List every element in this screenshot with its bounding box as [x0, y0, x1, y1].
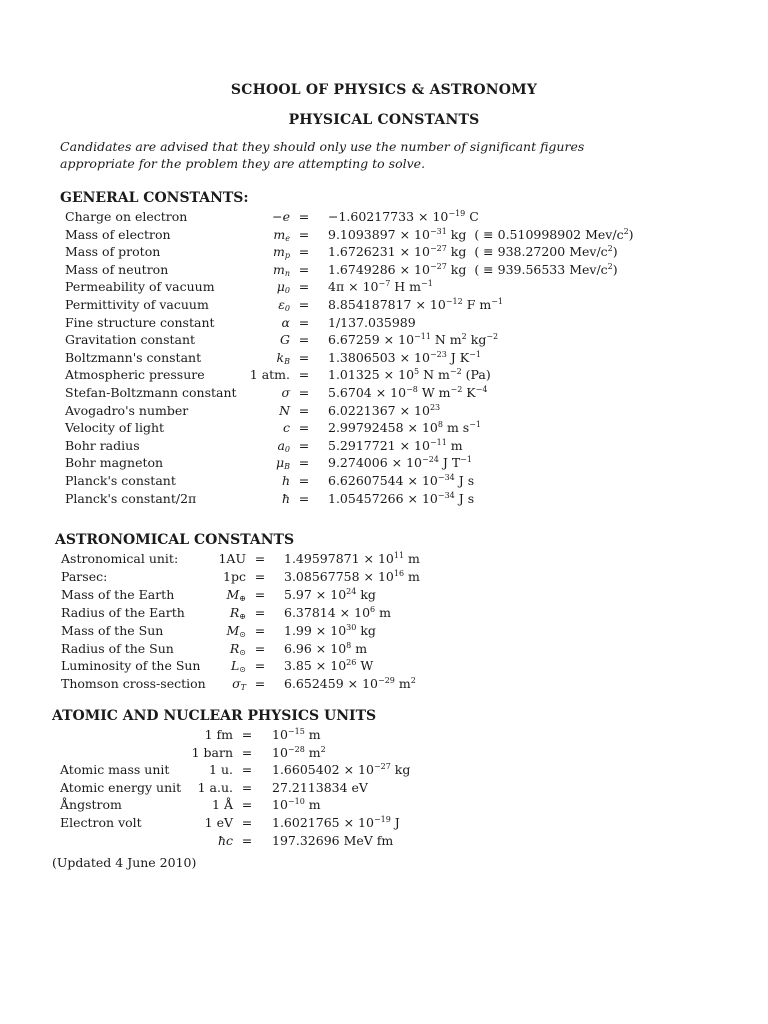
- constant-value: $8.854187817 \times 10^{-12}$ F $m^{-1}$: [328, 297, 504, 312]
- constant-label: Thomson cross-section: [61, 676, 206, 692]
- constant-row: [0, 366, 768, 384]
- constant-value: 27.2113834 eV: [272, 779, 368, 795]
- equals-sign: =: [298, 455, 310, 471]
- equals-sign: =: [298, 279, 310, 295]
- equals-sign: =: [254, 640, 266, 656]
- constant-value: $5.97 \times 10^{24}$ kg: [284, 586, 376, 602]
- constant-value: 1/137.035989: [328, 314, 416, 330]
- equals-sign: =: [241, 762, 253, 778]
- equals-sign: =: [241, 832, 253, 848]
- constant-label: Mass of electron: [65, 226, 171, 242]
- constant-label: Luminosity of the Sun: [61, 658, 201, 674]
- constant-symbol: c: [282, 420, 290, 436]
- constant-value: $1.6021765 \times 10^{-19}$ J: [272, 815, 400, 830]
- constant-label: Parsec:: [61, 568, 108, 584]
- equals-sign: =: [298, 314, 310, 330]
- constant-symbol: $R_\oplus$: [229, 604, 246, 621]
- constant-value: $3.08567758 \times 10^{16}$ m: [284, 568, 420, 584]
- constant-symbol: G: [280, 332, 290, 348]
- constant-label: Atomic energy unit: [60, 779, 182, 795]
- constant-row: [0, 349, 768, 367]
- constant-row: [0, 208, 768, 226]
- equals-sign: =: [298, 420, 310, 436]
- constant-symbol: α: [281, 314, 290, 330]
- constant-value: $5.6704 \times 10^{-8}$ W $m^{-2}$ $K^{-4}$: [328, 385, 488, 400]
- constant-symbol: $L_⊙$: [230, 658, 246, 675]
- constant-label: Charge on electron: [65, 209, 188, 224]
- constant-value: 197.32696 MeV fm: [272, 832, 394, 848]
- constant-label: Permittivity of vacuum: [65, 297, 209, 312]
- sheet-title: PHYSICAL CONSTANTS: [288, 112, 480, 128]
- constant-row: [0, 586, 768, 604]
- constant-value: $5.2917721 \times 10^{-11}$ m: [328, 437, 463, 453]
- constant-value: $1.6605402 \times 10^{-27}$ kg: [272, 762, 411, 778]
- constant-symbol: $\mu_0$: [276, 279, 290, 296]
- constant-row: [0, 226, 768, 244]
- constant-row: [0, 550, 768, 568]
- constant-symbol: 1pc: [223, 568, 246, 584]
- constant-symbol: $k_B$: [276, 349, 290, 366]
- constant-row: [0, 314, 768, 332]
- constant-symbol: $R_⊙$: [229, 640, 246, 657]
- constant-symbol: 1 atm.: [249, 367, 290, 383]
- constant-row: [0, 779, 768, 797]
- constant-label: Mass of the Sun: [61, 622, 164, 638]
- equals-sign: =: [241, 779, 253, 795]
- constant-value: $6.652459 \times 10^{-29}$ $m^2$: [284, 676, 416, 692]
- constant-row: [0, 472, 768, 490]
- constant-symbol: $m_e$: [273, 226, 290, 243]
- constant-label: Electron volt: [60, 815, 142, 830]
- constant-value: $4\pi \times 10^{-7}$ H $m^{-1}$: [328, 279, 433, 295]
- constant-value: $1.6726231 \times 10^{-27}$ kg ( ≡ 938.27200 Mev/$c^2$): [328, 244, 618, 260]
- constant-value: $6.96 \times 10^8$ m: [284, 640, 368, 656]
- constant-value: $1.6749286 \times 10^{-27}$ kg ( ≡ 939.56533 Mev/$c^2$): [328, 261, 618, 277]
- constant-symbol: 1 Å: [212, 797, 233, 813]
- constant-row: [0, 832, 768, 850]
- constant-label: Planck's constant: [65, 473, 176, 488]
- equals-sign: =: [298, 209, 310, 224]
- constant-value: $9.274006 \times 10^{-24}$ J $T^{-1}$: [328, 455, 472, 471]
- constant-symbol: 1AU: [218, 551, 246, 566]
- constant-row: [0, 384, 768, 402]
- constant-label: Permeability of vacuum: [65, 279, 215, 295]
- constant-label: Fine structure constant: [65, 314, 215, 330]
- constant-label: Radius of the Earth: [61, 604, 185, 620]
- constant-row: [0, 331, 768, 349]
- constant-symbol: 1 barn: [191, 744, 233, 760]
- constant-row: [0, 490, 768, 508]
- constant-symbol: σ: [281, 385, 290, 400]
- equals-sign: =: [298, 332, 310, 348]
- equals-sign: =: [298, 490, 310, 506]
- constant-value: $6.62607544 \times 10^{-34}$ J s: [328, 473, 475, 488]
- equals-sign: =: [254, 551, 266, 566]
- constant-symbol: $a_0$: [277, 437, 290, 454]
- constant-symbol: 1 u.: [209, 762, 233, 778]
- constant-value: $6.37814 \times 10^6$ m: [284, 604, 391, 620]
- constant-symbol: $M_⊙$: [226, 622, 246, 639]
- atomic-nuclear-heading: ATOMIC AND NUCLEAR PHYSICS UNITS: [52, 708, 377, 724]
- equals-sign: =: [254, 658, 266, 674]
- constant-row: [0, 796, 768, 814]
- constant-label: Boltzmann's constant: [65, 349, 202, 365]
- constant-value: $1.3806503 \times 10^{-23}$ J $K^{-1}$: [328, 349, 481, 365]
- constant-label: Gravitation constant: [65, 332, 196, 348]
- constant-symbol: $\sigma_T$: [232, 676, 246, 693]
- constant-label: Mass of proton: [65, 244, 161, 260]
- equals-sign: =: [254, 604, 266, 620]
- equals-sign: =: [254, 676, 266, 692]
- constant-row: [0, 419, 768, 437]
- constant-row: [0, 402, 768, 420]
- equals-sign: =: [298, 297, 310, 312]
- constant-value: $2.99792458 \times 10^8$ m $s^{-1}$: [328, 420, 481, 436]
- constant-row: [0, 568, 768, 586]
- constant-row: [0, 814, 768, 832]
- general-constants-heading: GENERAL CONSTANTS:: [60, 190, 249, 206]
- constant-symbol: $m_p$: [273, 244, 290, 261]
- constant-value: $10^{-15}$ m: [272, 727, 321, 742]
- equals-sign: =: [298, 226, 310, 242]
- constant-row: [0, 726, 768, 744]
- astronomical-constants-heading: ASTRONOMICAL CONSTANTS: [55, 532, 295, 548]
- constant-symbol: 1 a.u.: [197, 779, 233, 795]
- equals-sign: =: [298, 437, 310, 453]
- constant-row: [0, 243, 768, 261]
- constant-label: Avogadro's number: [65, 402, 189, 418]
- equals-sign: =: [254, 586, 266, 602]
- constant-row: [0, 761, 768, 779]
- constant-row: [0, 622, 768, 640]
- equals-sign: =: [298, 473, 310, 488]
- constant-label: Atomic mass unit: [60, 762, 170, 778]
- constant-value: $1.05457266 \times 10^{-34}$ J s: [328, 490, 475, 506]
- constant-symbol: $\varepsilon_0$: [278, 297, 290, 313]
- constant-value: $1.49597871 \times 10^{11}$ m: [284, 551, 420, 566]
- constant-symbol: 1 fm: [204, 727, 233, 742]
- constant-value: $9.1093897 \times 10^{-31}$ kg ( ≡ 0.510998902 Mev/$c^2$): [328, 226, 634, 242]
- constant-row: [0, 454, 768, 472]
- constant-row: [0, 261, 768, 279]
- constant-symbol: −e: [272, 209, 290, 224]
- constant-symbol: ħc: [217, 832, 233, 848]
- equals-sign: =: [298, 402, 310, 418]
- constant-symbol: ħ: [281, 490, 290, 506]
- constant-label: Atmospheric pressure: [65, 367, 205, 383]
- constant-value: $1.99 \times 10^{30}$ kg: [284, 622, 376, 638]
- constant-symbol: h: [281, 473, 290, 488]
- constant-value: $10^{-28}$ $m^2$: [272, 744, 326, 760]
- constant-row: [0, 437, 768, 455]
- constant-row: [0, 744, 768, 762]
- constant-symbol: $m_n$: [272, 261, 290, 278]
- constant-label: Mass of the Earth: [61, 586, 175, 602]
- constant-value: $3.85 \times 10^{26}$ W: [284, 658, 374, 674]
- constant-label: Radius of the Sun: [61, 640, 174, 656]
- equals-sign: =: [298, 349, 310, 365]
- constant-value: $6.67259 \times 10^{-11}$ N $m^2$ $kg^{-2}$: [328, 332, 499, 348]
- constant-value: $-1.60217733 \times 10^{-19}$ C: [328, 209, 479, 224]
- constant-value: $6.0221367 \times 10^{23}$: [328, 402, 441, 418]
- equals-sign: =: [241, 727, 253, 742]
- constant-label: Bohr magneton: [65, 455, 164, 471]
- constant-symbol: $\mu_B$: [275, 455, 290, 472]
- equals-sign: =: [298, 261, 310, 277]
- equals-sign: =: [254, 568, 266, 584]
- constant-value: $1.01325 \times 10^5$ N $m^{-2}$ (Pa): [328, 367, 491, 383]
- constant-symbol: N: [279, 402, 290, 418]
- equals-sign: =: [254, 622, 266, 638]
- constant-row: [0, 296, 768, 314]
- constant-row: [0, 604, 768, 622]
- constant-row: [0, 675, 768, 693]
- constant-row: [0, 640, 768, 658]
- constant-label: Stefan-Boltzmann constant: [65, 385, 237, 400]
- constant-label: Astronomical unit:: [61, 551, 179, 566]
- equals-sign: =: [241, 744, 253, 760]
- constant-row: [0, 278, 768, 296]
- constant-label: Velocity of light: [65, 420, 165, 436]
- equals-sign: =: [298, 367, 310, 383]
- constant-symbol: 1 eV: [204, 815, 233, 830]
- school-heading: SCHOOL OF PHYSICS & ASTRONOMY: [230, 82, 538, 98]
- equals-sign: =: [298, 244, 310, 260]
- constant-label: Bohr radius: [65, 437, 140, 453]
- constant-row: [0, 657, 768, 675]
- equals-sign: =: [298, 385, 310, 400]
- constant-label: Mass of neutron: [65, 261, 169, 277]
- constant-label: Planck's constant/2π: [65, 490, 197, 506]
- constant-symbol: $M_\oplus$: [226, 586, 246, 603]
- constant-label: Ångstrom: [60, 797, 122, 813]
- equals-sign: =: [241, 797, 253, 813]
- constant-value: $10^{-10}$ m: [272, 797, 321, 813]
- equals-sign: =: [241, 815, 253, 830]
- intro-note: Candidates are advised that they should only use the number of significant figures appropriate for the problem they are attempting to solve.: [60, 139, 585, 171]
- updated-note: (Updated 4 June 2010): [52, 855, 197, 870]
